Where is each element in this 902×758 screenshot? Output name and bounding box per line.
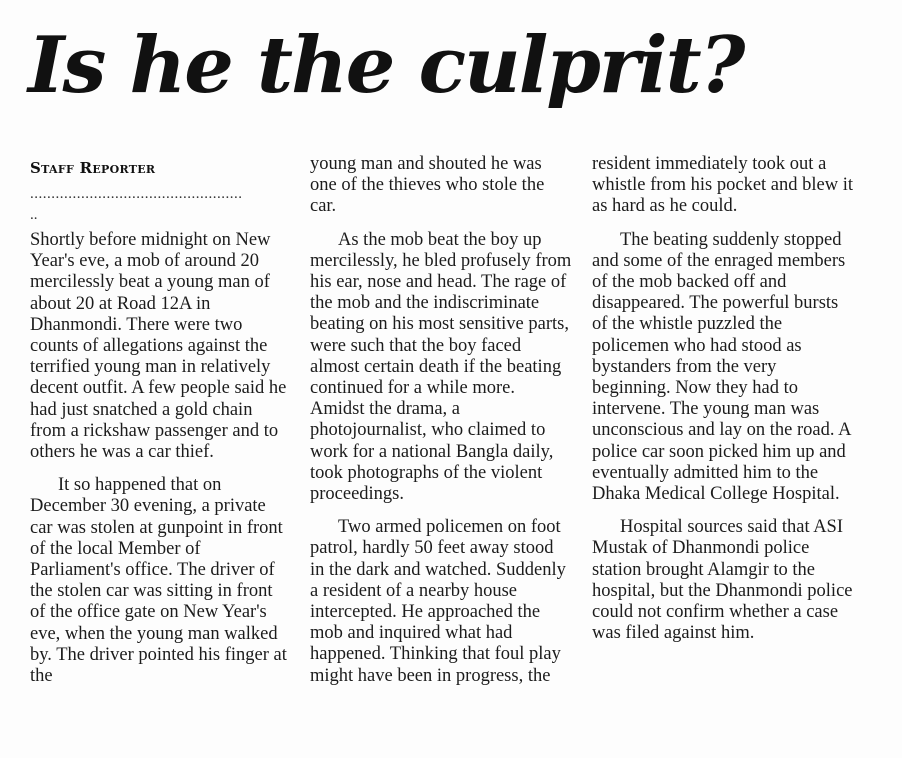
- byline-separator: ..................................................: [30, 186, 243, 202]
- paragraph-5: The beating suddenly stopped and some of the enraged members of the mob backed off and disappeared. The powerful bursts of the whistle puzzled the policemen who had stood as bystanders from the very beginning. Now they had to intervene. The young man was unconscious and lay on the road. A police car soon picked him up and eventually admitted him to the Dhaka Medical College Hospital.: [592, 229, 851, 505]
- byline-separator-tail: ..: [30, 207, 38, 223]
- paragraph-6: Hospital sources said that ASI Mustak of Dhanmondi police station brought Alamgir to the hospital, but the Dhanmondi police could not confirm whether a case was filed against him.: [592, 517, 853, 644]
- paragraph-2: It so happened that on December 30 evening, a private car was stolen at gunpoint in front of the local Member of Parliament's office. The driver of the stolen car was sitting in front of the office gate on New Year's eve, when the young man walked by. The driver pointed his finger at the: [30, 475, 287, 687]
- column-2: [310, 154, 572, 699]
- paragraph-4-continued: resident immediately took out a whistle from his pocket and blew it as hard as he could.: [592, 154, 854, 217]
- paragraph-3: As the mob beat the boy up mercilessly, he bled profusely from his ear, nose and head. The rage of the mob and the indiscriminate beating on his most sensitive parts, were such that the boy faced almost certain death if the beating continued for a while more. Amidst the drama, a photojournalist, who claimed to work for a national Bangla daily, took photographs of the violent proceedings.: [310, 229, 572, 505]
- byline: Staff Reporter: [30, 159, 156, 177]
- headline: Is he the culprit?: [28, 20, 744, 111]
- column-3: [592, 154, 854, 656]
- paragraph-1: Shortly before midnight on New Year's eve, a mob of around 20 mercilessly beat a young man of about 20 at Road 12A in Dhanmondi. There were two counts of allegations against the terrified young man in relatively decent outfit. A few people said he had just snatched a gold chain from a rickshaw passenger and to others he was a car thief.: [30, 230, 287, 463]
- column-1: [30, 158, 292, 699]
- paragraph-4: Two armed policemen on foot patrol, hardly 50 feet away stood in the dark and watched. Suddenly a resident of a nearby house intercepted. He approached the mob and inquired what had happened. Thinking that foul play might have been in progress, the: [310, 517, 566, 686]
- paragraph-2-continued: young man and shouted he was one of the thieves who stole the car.: [310, 154, 545, 217]
